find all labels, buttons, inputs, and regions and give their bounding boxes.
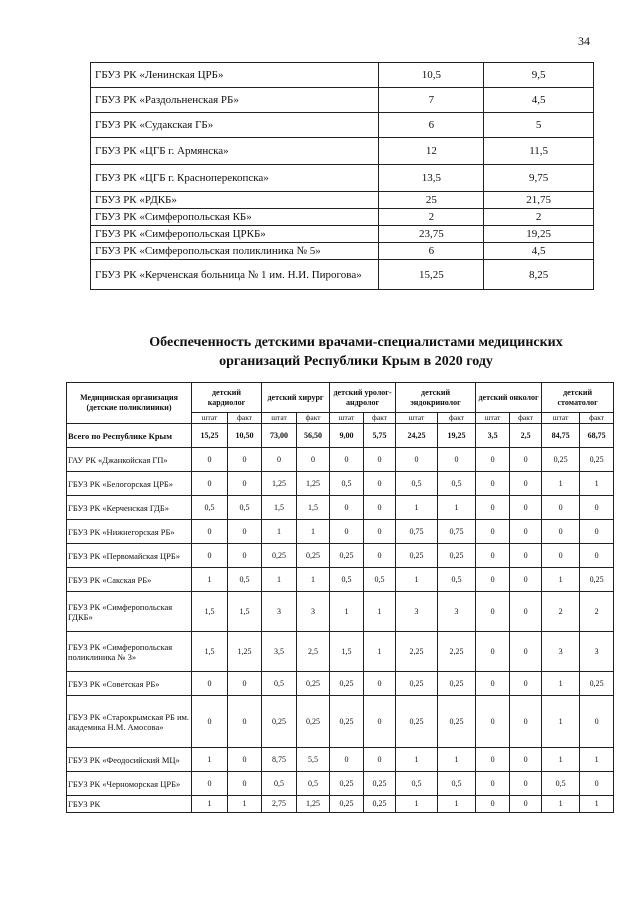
cell-value-2: 4,5 — [484, 243, 594, 260]
cell-value: 0,5 — [330, 568, 364, 592]
cell-value: 3 — [580, 632, 614, 672]
cell-value: 0 — [364, 748, 396, 772]
cell-value-1: 25 — [379, 192, 484, 209]
cell-value: 0,25 — [297, 544, 330, 568]
cell-value: 1 — [192, 796, 228, 813]
cell-value: 0 — [228, 448, 262, 472]
cell-value: 0,5 — [330, 472, 364, 496]
header-sub: факт — [438, 413, 476, 424]
cell-value-1: 15,25 — [379, 260, 484, 290]
cell-value: 1 — [297, 568, 330, 592]
cell-value: 0,25 — [396, 544, 438, 568]
cell-value: 0 — [510, 496, 542, 520]
section-title: Обеспеченность детскими врачами-специалистами медицинских организаций Республики Крым в 2020 году — [149, 335, 563, 369]
table-row — [67, 448, 614, 472]
cell-value: 1 — [542, 696, 580, 748]
cell-value: 2,75 — [262, 796, 297, 813]
cell-value-1: 6 — [379, 243, 484, 260]
cell-value: 0,75 — [438, 520, 476, 544]
cell-value: 0 — [192, 544, 228, 568]
cell-value: 0 — [228, 696, 262, 748]
cell-organization: ГБУЗ РК «Нижнегорская РБ» — [67, 520, 192, 544]
cell-value: 0 — [510, 544, 542, 568]
table-row — [91, 113, 594, 138]
page-number: 34 — [578, 34, 590, 48]
cell-value: 0 — [476, 472, 510, 496]
cell-value: 1 — [396, 496, 438, 520]
cell-value: 0 — [580, 696, 614, 748]
cell-org-name: ГБУЗ РК «Симферопольская поликлиника № 5» — [91, 243, 379, 260]
cell-organization: ГБУЗ РК «Сакская РБ» — [67, 568, 192, 592]
cell-value: 0,25 — [438, 544, 476, 568]
cell-value: 1,5 — [228, 592, 262, 632]
cell-value: 0 — [476, 544, 510, 568]
cell-value: 10,50 — [228, 424, 262, 448]
cell-value: 0 — [510, 472, 542, 496]
cell-value: 0,25 — [330, 772, 364, 796]
cell-value: 0 — [542, 520, 580, 544]
cell-organization: ГБУЗ РК «Белогорская ЦРБ» — [67, 472, 192, 496]
cell-value: 68,75 — [580, 424, 614, 448]
cell-value-1: 2 — [379, 209, 484, 226]
cell-value: 0,25 — [262, 696, 297, 748]
cell-value: 2,5 — [297, 632, 330, 672]
cell-value: 0 — [364, 520, 396, 544]
cell-organization: ГБУЗ РК — [67, 796, 192, 813]
cell-value: 1 — [580, 748, 614, 772]
table-row — [67, 496, 614, 520]
cell-value: 1 — [396, 796, 438, 813]
header-sub: факт — [364, 413, 396, 424]
cell-value: 0 — [364, 696, 396, 748]
cell-value-2: 4,5 — [484, 88, 594, 113]
cell-value: 1 — [297, 520, 330, 544]
table-row — [91, 63, 594, 88]
cell-value: 1 — [396, 748, 438, 772]
cell-value: 1 — [542, 748, 580, 772]
cell-value: 0 — [580, 520, 614, 544]
header-sub: факт — [580, 413, 614, 424]
cell-value-1: 7 — [379, 88, 484, 113]
top-staffing-table — [90, 62, 594, 290]
cell-value: 0,5 — [262, 772, 297, 796]
cell-value: 0 — [476, 592, 510, 632]
header-sub: штат — [192, 413, 228, 424]
cell-org-name: ГБУЗ РК «Ленинская ЦРБ» — [91, 63, 379, 88]
cell-value: 0 — [510, 632, 542, 672]
header-organization: Медицинская организация (детские поликлиники) — [67, 383, 192, 424]
cell-value-1: 10,5 — [379, 63, 484, 88]
cell-value: 0,5 — [297, 772, 330, 796]
header-specialty: детский стоматолог — [542, 383, 614, 413]
cell-value: 0 — [228, 520, 262, 544]
cell-value: 1,25 — [297, 472, 330, 496]
cell-value: 2,25 — [396, 632, 438, 672]
cell-value: 0 — [510, 696, 542, 748]
cell-value: 0 — [580, 496, 614, 520]
cell-value: 1 — [262, 568, 297, 592]
cell-value: 0 — [364, 448, 396, 472]
cell-value: 3 — [297, 592, 330, 632]
cell-value: 8,75 — [262, 748, 297, 772]
cell-value: 3,5 — [262, 632, 297, 672]
cell-value: 0 — [192, 448, 228, 472]
cell-value: 0 — [364, 496, 396, 520]
cell-value-1: 12 — [379, 138, 484, 165]
table-row — [67, 696, 614, 748]
cell-value: 0 — [476, 748, 510, 772]
cell-org-name: ГБУЗ РК «РДКБ» — [91, 192, 379, 209]
cell-value: 3,5 — [476, 424, 510, 448]
cell-value: 0 — [330, 520, 364, 544]
cell-value: 9,00 — [330, 424, 364, 448]
cell-value: 0 — [476, 448, 510, 472]
cell-value: 0 — [510, 748, 542, 772]
cell-value: 0,25 — [542, 448, 580, 472]
cell-value: 0,5 — [228, 496, 262, 520]
header-specialty: детский онколог — [476, 383, 542, 413]
cell-value-2: 19,25 — [484, 226, 594, 243]
cell-value: 0,25 — [396, 672, 438, 696]
cell-value-2: 2 — [484, 209, 594, 226]
cell-value: 0,5 — [438, 568, 476, 592]
cell-org-name: ГБУЗ РК «Симферопольская КБ» — [91, 209, 379, 226]
cell-value-1: 6 — [379, 113, 484, 138]
cell-value: 1 — [438, 796, 476, 813]
cell-value: 2,25 — [438, 632, 476, 672]
cell-value: 2 — [542, 592, 580, 632]
cell-value: 0 — [297, 448, 330, 472]
cell-value: 0,5 — [396, 772, 438, 796]
table-row — [91, 209, 594, 226]
cell-value: 1 — [228, 796, 262, 813]
table-row — [67, 796, 614, 813]
cell-value: 0 — [330, 448, 364, 472]
cell-value-2: 11,5 — [484, 138, 594, 165]
cell-value: 0 — [542, 544, 580, 568]
cell-value: 15,25 — [192, 424, 228, 448]
table-row — [91, 165, 594, 192]
table-row — [67, 520, 614, 544]
cell-organization: ГБУЗ РК «Старокрымская РБ им. академика Н.М. Амосова» — [67, 696, 192, 748]
cell-value: 1,5 — [262, 496, 297, 520]
table-row — [67, 592, 614, 632]
table-row — [67, 568, 614, 592]
specialists-table — [66, 382, 614, 813]
cell-value: 0 — [438, 448, 476, 472]
cell-value: 0 — [192, 672, 228, 696]
total-row — [67, 424, 614, 448]
cell-value: 1,5 — [297, 496, 330, 520]
cell-value: 0,25 — [396, 696, 438, 748]
table-row — [91, 243, 594, 260]
cell-organization: ГБУЗ РК «Первомайская ЦРБ» — [67, 544, 192, 568]
cell-org-name: ГБУЗ РК «Раздольненская РБ» — [91, 88, 379, 113]
cell-value: 1 — [438, 496, 476, 520]
cell-organization: ГБУЗ РК «Феодосийский МЦ» — [67, 748, 192, 772]
cell-value: 0,25 — [438, 696, 476, 748]
cell-value: 0,25 — [580, 672, 614, 696]
cell-value: 0 — [228, 472, 262, 496]
cell-value: 0 — [228, 544, 262, 568]
cell-value: 1,25 — [262, 472, 297, 496]
table-row — [67, 632, 614, 672]
cell-value: 0 — [476, 672, 510, 696]
cell-value: 0 — [542, 496, 580, 520]
cell-value: 3 — [542, 632, 580, 672]
cell-value: 1 — [364, 592, 396, 632]
cell-value: 3 — [262, 592, 297, 632]
cell-value: 1 — [580, 472, 614, 496]
cell-value: 1 — [438, 748, 476, 772]
cell-value: 1 — [542, 568, 580, 592]
cell-value: 2 — [580, 592, 614, 632]
header-sub: штат — [262, 413, 297, 424]
cell-value: 0,5 — [228, 568, 262, 592]
cell-value: 0,75 — [396, 520, 438, 544]
cell-value: 0 — [476, 496, 510, 520]
cell-value: 0 — [510, 592, 542, 632]
cell-value: 1 — [364, 632, 396, 672]
cell-value: 0,25 — [330, 544, 364, 568]
cell-organization: ГАУ РК «Джанкойская ГП» — [67, 448, 192, 472]
cell-value: 0,5 — [542, 772, 580, 796]
cell-value: 0 — [364, 544, 396, 568]
cell-value-1: 13,5 — [379, 165, 484, 192]
cell-value: 0,25 — [580, 448, 614, 472]
cell-value: 84,75 — [542, 424, 580, 448]
cell-value: 1,25 — [228, 632, 262, 672]
cell-value: 0 — [192, 772, 228, 796]
cell-org-name: ГБУЗ РК «Керченская больница № 1 им. Н.И. Пирогова» — [91, 260, 379, 290]
cell-value: 0 — [228, 772, 262, 796]
cell-value: 0,25 — [297, 696, 330, 748]
cell-value: 1 — [542, 796, 580, 813]
cell-value: 0 — [476, 796, 510, 813]
header-specialty: детский хирург — [262, 383, 330, 413]
cell-value: 0 — [330, 748, 364, 772]
cell-value: 0,25 — [330, 696, 364, 748]
cell-value: 0,5 — [364, 568, 396, 592]
cell-value-1: 23,75 — [379, 226, 484, 243]
cell-value: 0 — [580, 772, 614, 796]
cell-org-name: ГБУЗ РК «ЦГБ г. Красноперекопска» — [91, 165, 379, 192]
cell-value: 0 — [510, 520, 542, 544]
cell-org-name: ГБУЗ РК «Симферопольская ЦРКБ» — [91, 226, 379, 243]
cell-value: 0 — [580, 544, 614, 568]
header-specialty: детский эндокринолог — [396, 383, 476, 413]
cell-organization: ГБУЗ РК «Симферопольская ГДКБ» — [67, 592, 192, 632]
cell-value: 73,00 — [262, 424, 297, 448]
cell-value: 0,25 — [364, 796, 396, 813]
cell-value: 1,5 — [192, 592, 228, 632]
table-row — [67, 672, 614, 696]
cell-value: 0 — [192, 696, 228, 748]
cell-value: 0,25 — [330, 796, 364, 813]
cell-value: 19,25 — [438, 424, 476, 448]
cell-value: 0 — [228, 748, 262, 772]
cell-value: 0 — [510, 772, 542, 796]
header-sub: штат — [396, 413, 438, 424]
cell-value: 1 — [192, 568, 228, 592]
header-sub: факт — [297, 413, 330, 424]
cell-value: 0,25 — [297, 672, 330, 696]
cell-organization: ГБУЗ РК «Советская РБ» — [67, 672, 192, 696]
cell-value: 1 — [542, 472, 580, 496]
cell-value: 0 — [396, 448, 438, 472]
cell-org-name: ГБУЗ РК «Судакская ГБ» — [91, 113, 379, 138]
cell-value-2: 5 — [484, 113, 594, 138]
cell-value: 0,25 — [364, 772, 396, 796]
header-sub: факт — [228, 413, 262, 424]
cell-value: 0 — [262, 448, 297, 472]
cell-value: 0,25 — [262, 544, 297, 568]
cell-value: 0,5 — [192, 496, 228, 520]
cell-value: 0,25 — [580, 568, 614, 592]
cell-value: 1 — [192, 748, 228, 772]
cell-value: 1,25 — [297, 796, 330, 813]
cell-org-name: ГБУЗ РК «ЦГБ г. Армянска» — [91, 138, 379, 165]
cell-value: 1 — [396, 568, 438, 592]
cell-value: 0 — [510, 448, 542, 472]
cell-value: 0 — [476, 568, 510, 592]
cell-value: 0 — [510, 796, 542, 813]
cell-value: 1,5 — [192, 632, 228, 672]
cell-value: 1 — [262, 520, 297, 544]
cell-value: 1,5 — [330, 632, 364, 672]
table-row — [67, 472, 614, 496]
cell-value: 0,25 — [330, 672, 364, 696]
table-row — [91, 260, 594, 290]
table-row — [91, 138, 594, 165]
cell-value: 0,5 — [262, 672, 297, 696]
cell-organization: ГБУЗ РК «Керченская ГДБ» — [67, 496, 192, 520]
header-specialty: детский уролог-андролог — [330, 383, 396, 413]
table-row — [91, 88, 594, 113]
cell-value: 0,25 — [438, 672, 476, 696]
header-sub: штат — [542, 413, 580, 424]
cell-organization: ГБУЗ РК «Симферопольская поликлиника № 3» — [67, 632, 192, 672]
cell-value: 0 — [510, 672, 542, 696]
cell-value-2: 8,25 — [484, 260, 594, 290]
cell-value: 0,5 — [396, 472, 438, 496]
cell-value: 0 — [228, 672, 262, 696]
cell-value: 5,5 — [297, 748, 330, 772]
cell-value: 1 — [330, 592, 364, 632]
cell-value: 2,5 — [510, 424, 542, 448]
cell-organization: Всего по Республике Крым — [67, 424, 192, 448]
table-row — [91, 226, 594, 243]
cell-value: 0,5 — [438, 772, 476, 796]
cell-value: 3 — [438, 592, 476, 632]
cell-value: 0,5 — [438, 472, 476, 496]
cell-value-2: 9,75 — [484, 165, 594, 192]
cell-value: 0 — [476, 520, 510, 544]
table-row — [67, 544, 614, 568]
cell-value: 0 — [330, 496, 364, 520]
cell-value: 0 — [476, 696, 510, 748]
cell-value: 1 — [580, 796, 614, 813]
header-specialty: детский кардиолог — [192, 383, 262, 413]
table-row — [67, 748, 614, 772]
cell-value-2: 9,5 — [484, 63, 594, 88]
cell-value: 0 — [364, 472, 396, 496]
cell-value: 24,25 — [396, 424, 438, 448]
cell-value: 56,50 — [297, 424, 330, 448]
header-sub: штат — [476, 413, 510, 424]
cell-value-2: 21,75 — [484, 192, 594, 209]
cell-value: 0 — [476, 632, 510, 672]
cell-value: 0 — [192, 472, 228, 496]
cell-value: 0 — [476, 772, 510, 796]
cell-value: 5,75 — [364, 424, 396, 448]
table-row — [67, 772, 614, 796]
cell-organization: ГБУЗ РК «Черноморская ЦРБ» — [67, 772, 192, 796]
table-row — [91, 192, 594, 209]
cell-value: 1 — [542, 672, 580, 696]
cell-value: 0 — [510, 568, 542, 592]
cell-value: 0 — [364, 672, 396, 696]
cell-value: 0 — [192, 520, 228, 544]
header-sub: факт — [510, 413, 542, 424]
header-sub: штат — [330, 413, 364, 424]
cell-value: 3 — [396, 592, 438, 632]
